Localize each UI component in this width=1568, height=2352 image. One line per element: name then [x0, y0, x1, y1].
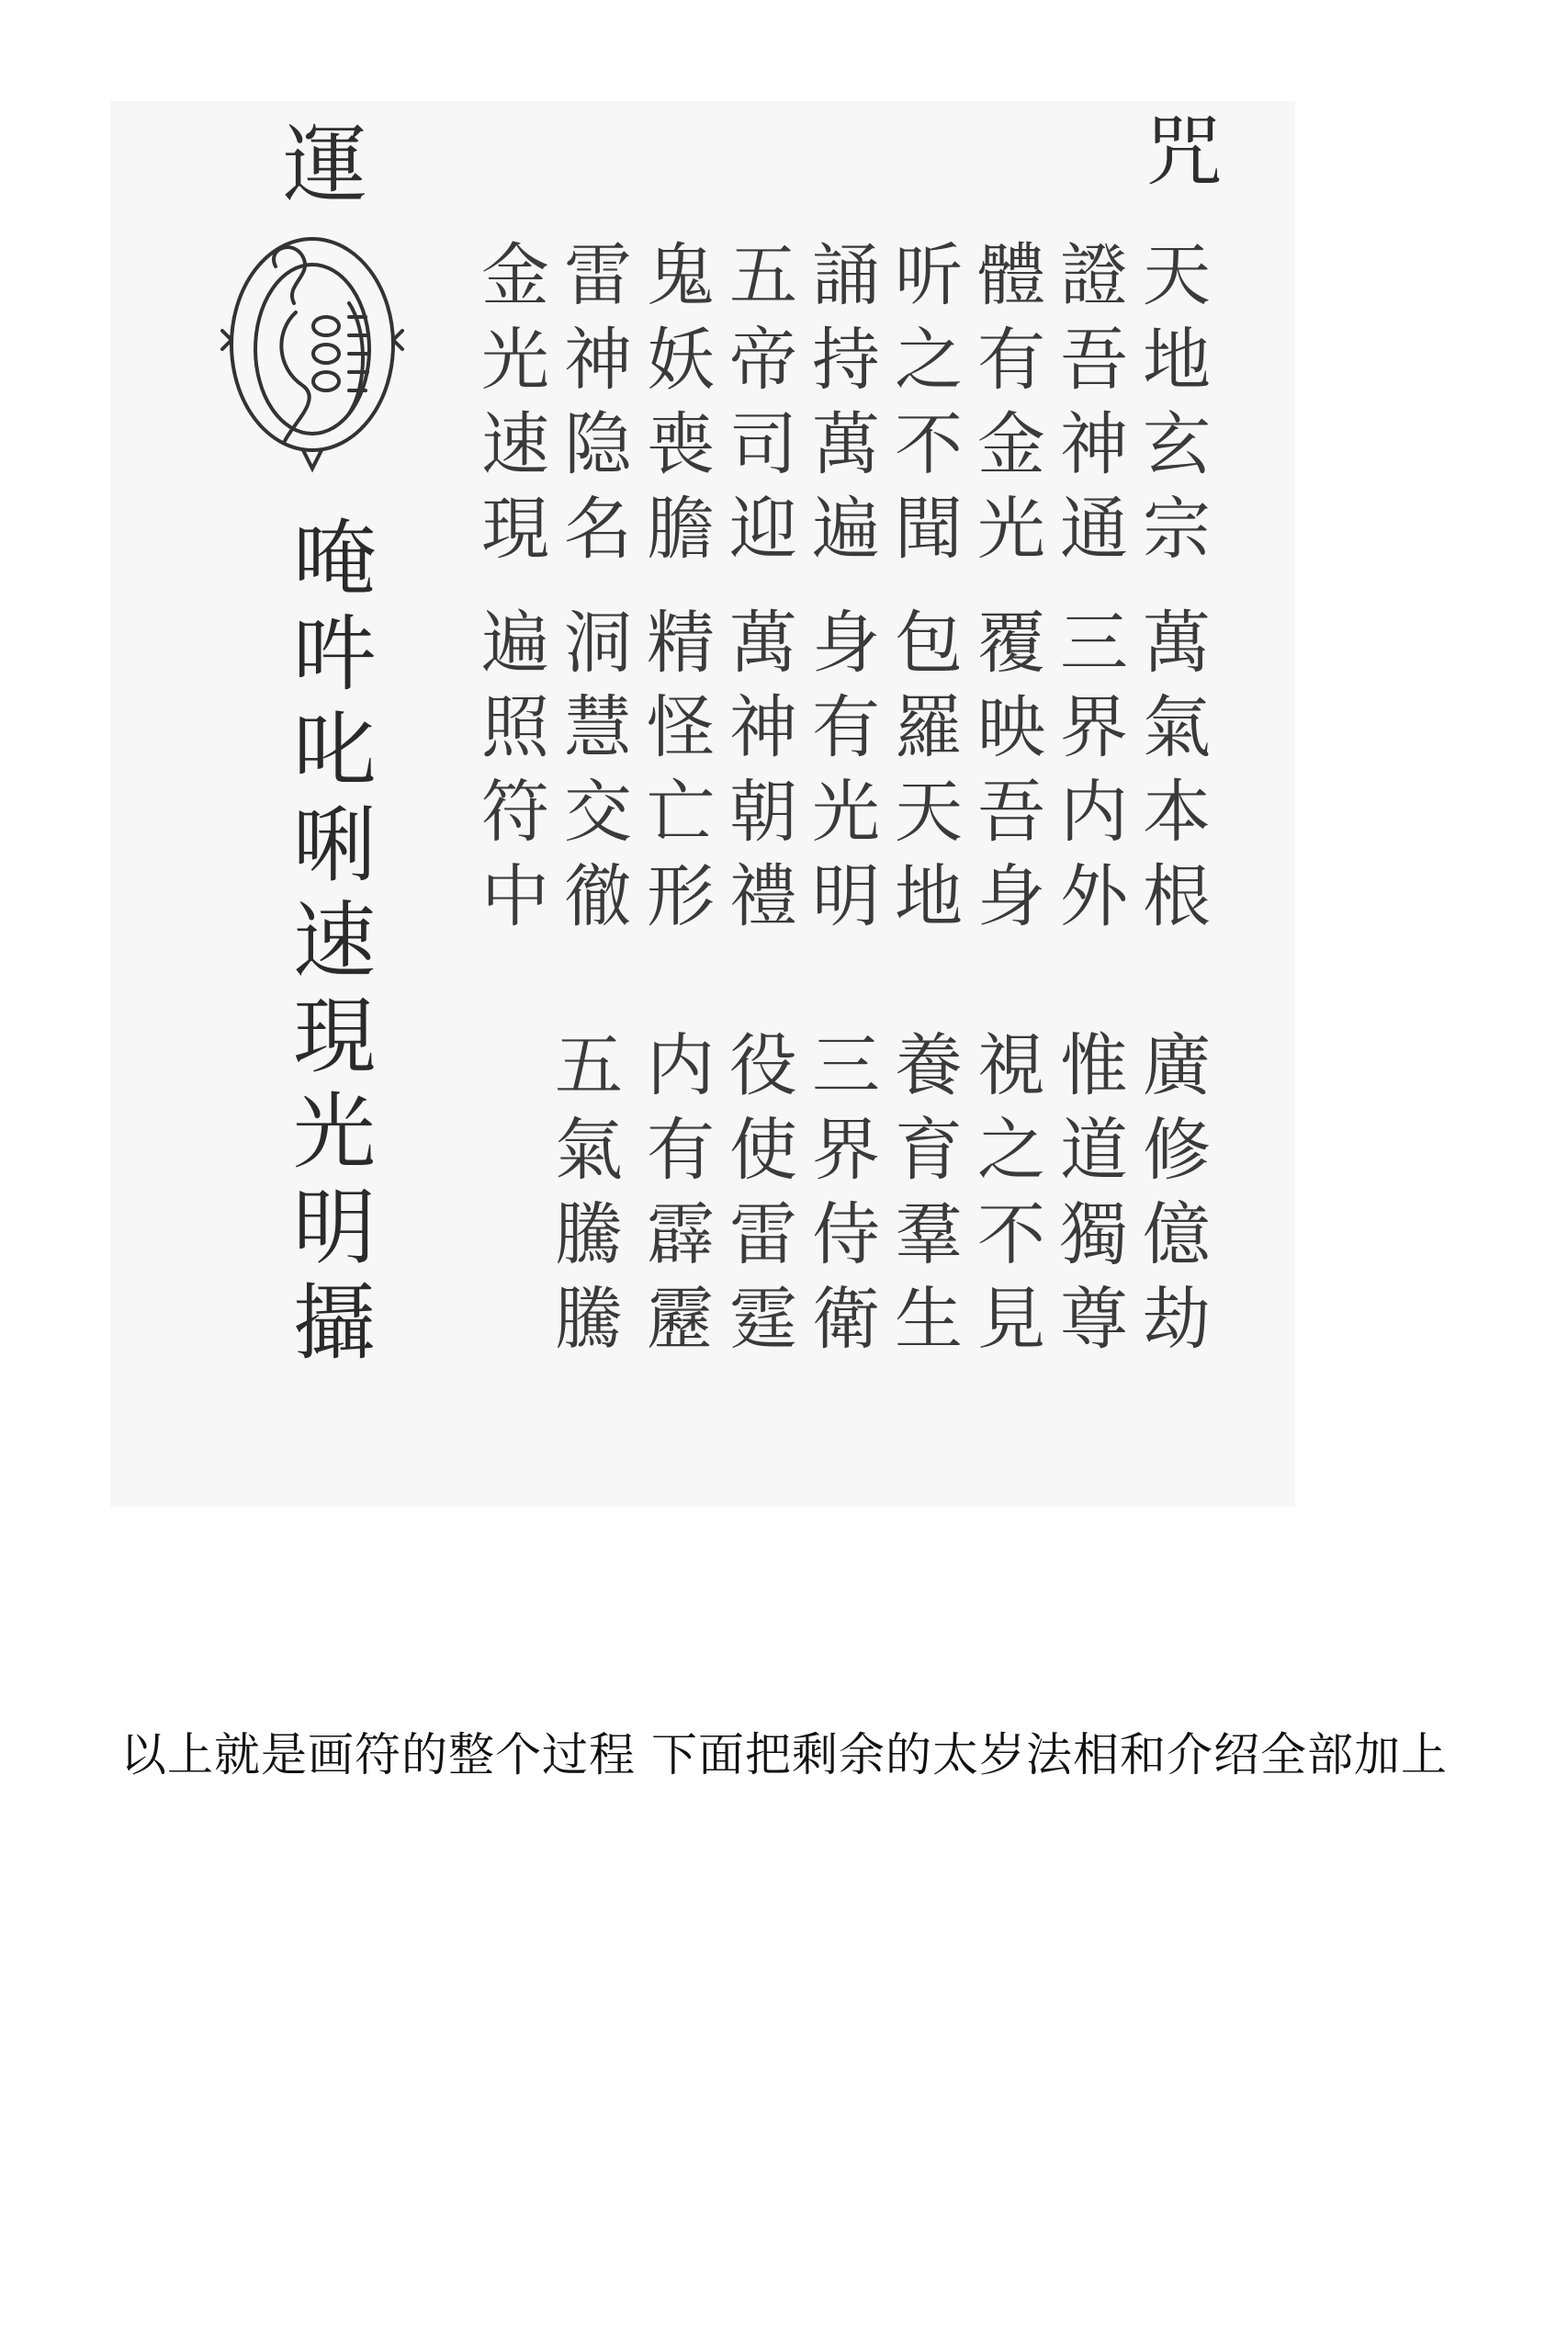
text-column: 鬼妖喪膽 [636, 239, 715, 577]
text-column: 養育羣生 [884, 1029, 963, 1367]
text-column: 惟道獨尊 [1049, 1029, 1128, 1367]
text-column: 包羅天地 [884, 606, 963, 944]
document-title: 咒 [1133, 110, 1223, 204]
text-column: 内有霹靂 [636, 1029, 715, 1367]
text-column: 證吾神通 [1049, 239, 1128, 577]
caption-text: 以上就是画符的整个过程 下面把剩余的太岁法相和介绍全部加上 [120, 1728, 1448, 1781]
text-column: 五帝司迎 [718, 239, 797, 577]
text-column: 覆映吾身 [966, 606, 1045, 944]
text-column: 听之不聞 [884, 239, 963, 577]
text-column: 遍照符中 [470, 606, 549, 944]
text-column: 洞慧交徹 [553, 606, 632, 944]
text-column: 身有光明 [801, 606, 880, 944]
mantra-text: 唵吽叱唎速現光明攝 [278, 514, 375, 1374]
text-column: 役使雷霆 [718, 1029, 797, 1367]
text-column: 三界内外 [1049, 606, 1128, 944]
text-column: 五氣騰騰 [544, 1029, 623, 1367]
text-column: 三界侍衛 [801, 1029, 880, 1367]
text-column: 萬氣本根 [1132, 606, 1211, 944]
text-column: 萬神朝禮 [718, 606, 797, 944]
text-column: 金光速現 [470, 239, 549, 577]
talisman-seal-icon [220, 230, 404, 478]
text-column: 天地玄宗 [1132, 239, 1211, 577]
text-column: 廣修億劫 [1132, 1029, 1211, 1367]
text-column: 體有金光 [966, 239, 1045, 577]
text-column: 雷神隐名 [553, 239, 632, 577]
text-column: 精怪亡形 [636, 606, 715, 944]
talisman-label: 運 [269, 119, 367, 220]
text-column: 誦持萬遍 [801, 239, 880, 577]
text-column: 視之不見 [966, 1029, 1045, 1367]
